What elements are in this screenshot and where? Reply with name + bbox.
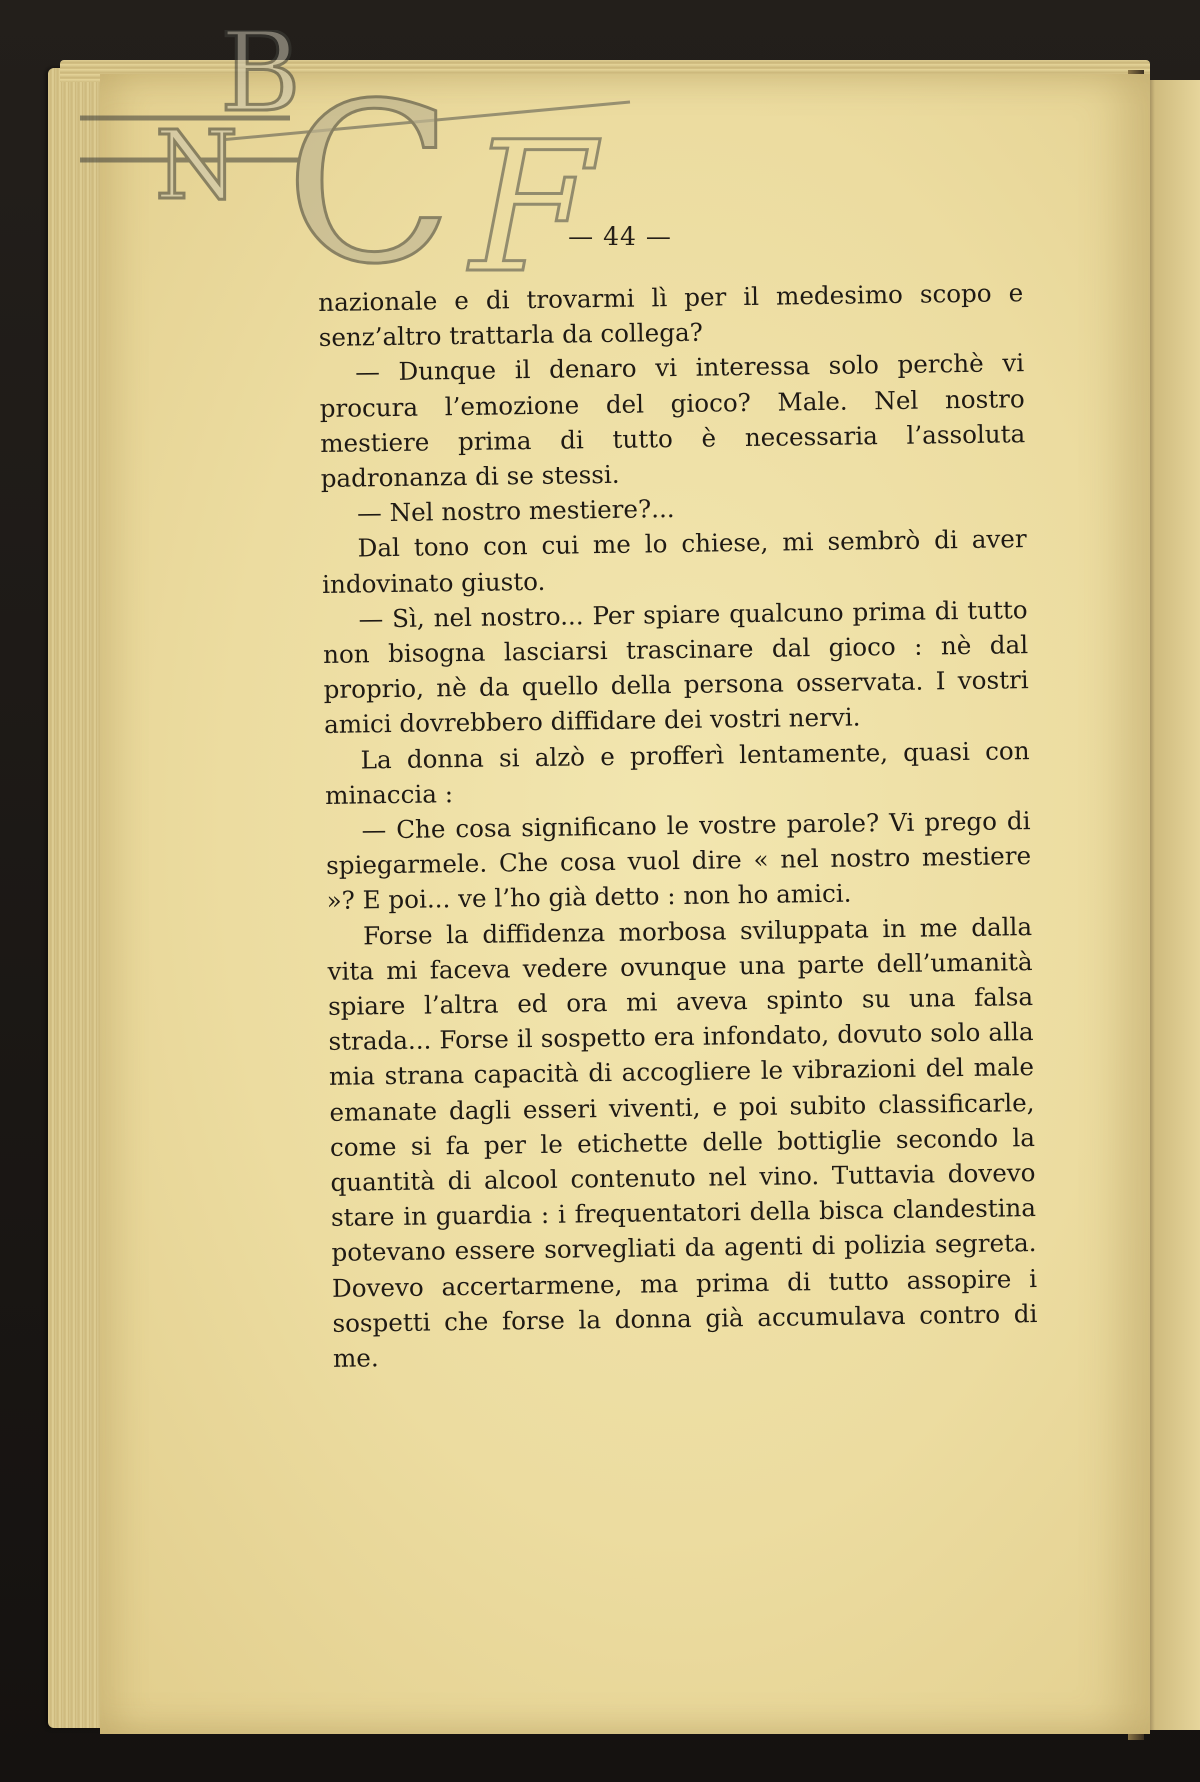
paragraph: nazionale e di trovarmi lì per il medesimo scopo e senz’altro trattarla da collega? [318, 278, 1024, 353]
paragraph: — Dunque il denaro vi interessa solo perchè vi procura l’emozione del gioco? Male. Nel nostro mestiere prima di tutto è necessaria l’assoluta padronanza di se stessi. [319, 348, 1026, 493]
watermark-letter-n: N [155, 111, 239, 221]
paragraph: — Sì, nel nostro... Per spiare qualcuno prima di tutto non bisogna lasciarsi trascinare dal gioco : nè dal proprio, nè da quello della persona osservata. I vostri amici dovrebbero diffidare dei vostri nervi. [322, 594, 1029, 740]
bncf-watermark-logo [70, 30, 710, 290]
paragraph: La donna si alzò e profferì lentamente, quasi con minaccia : [324, 735, 1030, 810]
paragraph: Dal tono con cui me lo chiese, mi sembrò di aver indovinato giusto. [321, 524, 1027, 599]
paragraph: — Che cosa significano le vostre parole? Vi prego di spiegarmele. Che cosa vuol dire « nel nostro mestiere »? E poi... ve l’ho già detto : non ho amici. [325, 806, 1032, 916]
page-body-text [318, 275, 1038, 1376]
page-number: — 44 — [568, 222, 672, 251]
paragraph: — Nel nostro mestiere?... [356, 494, 675, 528]
watermark-letter-b: B [220, 30, 301, 136]
watermark-letter-f: F [470, 104, 595, 290]
watermark-letter-c: C [285, 56, 454, 290]
paragraph: Forse la diffidenza morbosa sviluppata in me dalla vita mi faceva vedere ovunque una parte dell’umanità spiare l’altra ed ora mi aveva spinto su una falsa strada... Forse il sospetto era infondato, dovuto solo alla mia strana capacità di accogliere le vibrazioni del male emanate dagli esseri viventi, e poi subito classificarle, come si fa per le etichette delle bottiglie secondo la quantità di alcool contenuto nel vino. Tuttavia dovevo stare in guardia : i frequentatori della bisca clandestina potevano essere sorvegliati da agenti di polizia segreta. Dovevo accertarmene, ma prima di tutto assopire i sospetti che forse la donna già accumulava contro di me. [327, 911, 1038, 1373]
